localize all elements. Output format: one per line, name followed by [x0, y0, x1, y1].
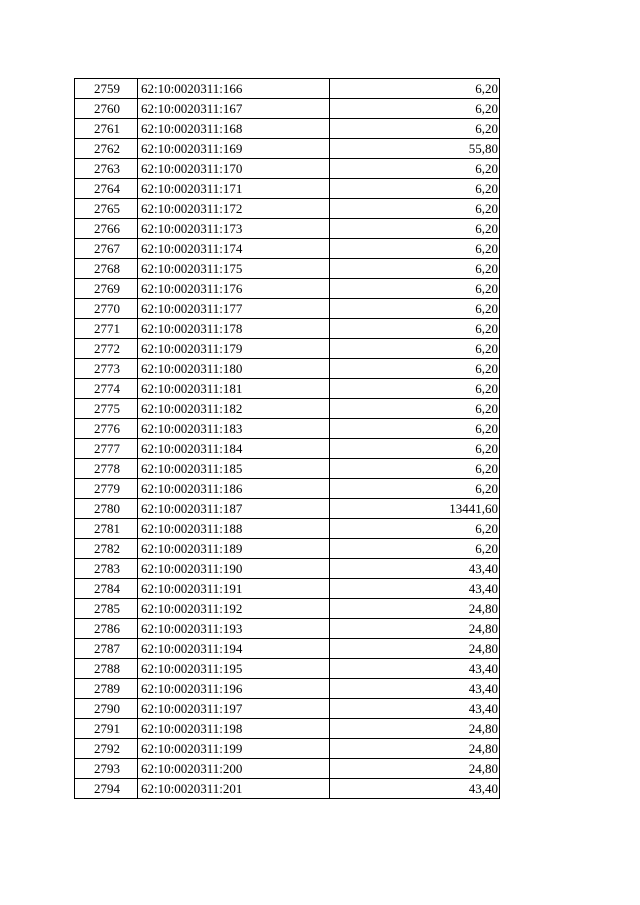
table-row	[75, 479, 500, 499]
table-row	[75, 559, 500, 579]
cadastral-number-cell: 62:10:0020311:195	[138, 659, 330, 679]
cadastral-number-cell: 62:10:0020311:198	[138, 719, 330, 739]
area-cell: 6,20	[330, 299, 500, 319]
row-number-cell: 2781	[75, 519, 138, 539]
table-row	[75, 699, 500, 719]
cadastral-number-cell: 62:10:0020311:199	[138, 739, 330, 759]
cadastral-number-cell: 62:10:0020311:193	[138, 619, 330, 639]
cadastral-number-cell: 62:10:0020311:185	[138, 459, 330, 479]
row-number-cell: 2760	[75, 99, 138, 119]
row-number-cell: 2774	[75, 379, 138, 399]
row-number-cell: 2773	[75, 359, 138, 379]
cadastral-number-cell: 62:10:0020311:182	[138, 399, 330, 419]
area-cell: 6,20	[330, 399, 500, 419]
table-row	[75, 719, 500, 739]
row-number-cell: 2766	[75, 219, 138, 239]
row-number-cell: 2762	[75, 139, 138, 159]
table-row	[75, 759, 500, 779]
table-row	[75, 219, 500, 239]
cadastral-number-cell: 62:10:0020311:188	[138, 519, 330, 539]
cadastral-number-cell: 62:10:0020311:187	[138, 499, 330, 519]
area-cell: 43,40	[330, 699, 500, 719]
cadastral-number-cell: 62:10:0020311:168	[138, 119, 330, 139]
row-number-cell: 2790	[75, 699, 138, 719]
area-cell: 24,80	[330, 719, 500, 739]
cadastral-number-cell: 62:10:0020311:201	[138, 779, 330, 799]
area-cell: 6,20	[330, 119, 500, 139]
row-number-cell: 2782	[75, 539, 138, 559]
table-row	[75, 319, 500, 339]
area-cell: 6,20	[330, 199, 500, 219]
row-number-cell: 2767	[75, 239, 138, 259]
area-cell: 6,20	[330, 259, 500, 279]
row-number-cell: 2763	[75, 159, 138, 179]
row-number-cell: 2771	[75, 319, 138, 339]
area-cell: 6,20	[330, 459, 500, 479]
table-row	[75, 519, 500, 539]
cadastral-number-cell: 62:10:0020311:183	[138, 419, 330, 439]
table-row	[75, 199, 500, 219]
row-number-cell: 2777	[75, 439, 138, 459]
table-row	[75, 119, 500, 139]
cadastral-number-cell: 62:10:0020311:190	[138, 559, 330, 579]
cadastral-number-cell: 62:10:0020311:192	[138, 599, 330, 619]
cadastral-number-cell: 62:10:0020311:170	[138, 159, 330, 179]
row-number-cell: 2769	[75, 279, 138, 299]
area-cell: 24,80	[330, 739, 500, 759]
area-cell: 24,80	[330, 639, 500, 659]
row-number-cell: 2768	[75, 259, 138, 279]
table-row	[75, 639, 500, 659]
table-row	[75, 659, 500, 679]
cadastral-number-cell: 62:10:0020311:184	[138, 439, 330, 459]
table-row	[75, 739, 500, 759]
table-row	[75, 139, 500, 159]
cadastral-number-cell: 62:10:0020311:194	[138, 639, 330, 659]
cadastral-number-cell: 62:10:0020311:166	[138, 79, 330, 99]
area-cell: 43,40	[330, 579, 500, 599]
table-row	[75, 599, 500, 619]
row-number-cell: 2780	[75, 499, 138, 519]
table-row	[75, 419, 500, 439]
area-cell: 6,20	[330, 359, 500, 379]
area-cell: 6,20	[330, 519, 500, 539]
cadastral-number-cell: 62:10:0020311:174	[138, 239, 330, 259]
table-row	[75, 439, 500, 459]
area-cell: 6,20	[330, 539, 500, 559]
area-cell: 24,80	[330, 619, 500, 639]
table-row	[75, 399, 500, 419]
row-number-cell: 2764	[75, 179, 138, 199]
cadastral-number-cell: 62:10:0020311:179	[138, 339, 330, 359]
area-cell: 6,20	[330, 79, 500, 99]
area-cell: 6,20	[330, 419, 500, 439]
cadastral-number-cell: 62:10:0020311:178	[138, 319, 330, 339]
cadastral-number-cell: 62:10:0020311:177	[138, 299, 330, 319]
area-cell: 55,80	[330, 139, 500, 159]
row-number-cell: 2784	[75, 579, 138, 599]
table-row	[75, 379, 500, 399]
table-row	[75, 259, 500, 279]
area-cell: 24,80	[330, 759, 500, 779]
cadastral-table	[74, 78, 500, 799]
area-cell: 6,20	[330, 279, 500, 299]
row-number-cell: 2793	[75, 759, 138, 779]
row-number-cell: 2776	[75, 419, 138, 439]
table-row	[75, 679, 500, 699]
area-cell: 43,40	[330, 659, 500, 679]
row-number-cell: 2789	[75, 679, 138, 699]
cadastral-number-cell: 62:10:0020311:167	[138, 99, 330, 119]
table-row	[75, 279, 500, 299]
table-row	[75, 339, 500, 359]
table-row	[75, 159, 500, 179]
row-number-cell: 2765	[75, 199, 138, 219]
cadastral-number-cell: 62:10:0020311:197	[138, 699, 330, 719]
area-cell: 13441,60	[330, 499, 500, 519]
cadastral-number-cell: 62:10:0020311:180	[138, 359, 330, 379]
area-cell: 24,80	[330, 599, 500, 619]
area-cell: 6,20	[330, 379, 500, 399]
row-number-cell: 2787	[75, 639, 138, 659]
area-cell: 6,20	[330, 159, 500, 179]
row-number-cell: 2785	[75, 599, 138, 619]
table-row	[75, 239, 500, 259]
cadastral-number-cell: 62:10:0020311:176	[138, 279, 330, 299]
area-cell: 6,20	[330, 339, 500, 359]
cadastral-number-cell: 62:10:0020311:191	[138, 579, 330, 599]
area-cell: 43,40	[330, 779, 500, 799]
area-cell: 6,20	[330, 179, 500, 199]
table-row	[75, 579, 500, 599]
row-number-cell: 2778	[75, 459, 138, 479]
table-row	[75, 619, 500, 639]
area-cell: 6,20	[330, 319, 500, 339]
row-number-cell: 2779	[75, 479, 138, 499]
row-number-cell: 2772	[75, 339, 138, 359]
row-number-cell: 2788	[75, 659, 138, 679]
table-row	[75, 79, 500, 99]
area-cell: 6,20	[330, 439, 500, 459]
table-row	[75, 459, 500, 479]
table-row	[75, 359, 500, 379]
cadastral-number-cell: 62:10:0020311:196	[138, 679, 330, 699]
row-number-cell: 2770	[75, 299, 138, 319]
table-row	[75, 539, 500, 559]
cadastral-number-cell: 62:10:0020311:181	[138, 379, 330, 399]
table-row	[75, 99, 500, 119]
cadastral-number-cell: 62:10:0020311:175	[138, 259, 330, 279]
row-number-cell: 2786	[75, 619, 138, 639]
area-cell: 6,20	[330, 219, 500, 239]
area-cell: 6,20	[330, 479, 500, 499]
row-number-cell: 2759	[75, 79, 138, 99]
row-number-cell: 2791	[75, 719, 138, 739]
table-row	[75, 499, 500, 519]
row-number-cell: 2794	[75, 779, 138, 799]
area-cell: 43,40	[330, 559, 500, 579]
table-body	[75, 79, 500, 799]
row-number-cell: 2761	[75, 119, 138, 139]
cadastral-number-cell: 62:10:0020311:171	[138, 179, 330, 199]
cadastral-number-cell: 62:10:0020311:189	[138, 539, 330, 559]
table-row	[75, 299, 500, 319]
cadastral-number-cell: 62:10:0020311:186	[138, 479, 330, 499]
area-cell: 6,20	[330, 99, 500, 119]
row-number-cell: 2775	[75, 399, 138, 419]
row-number-cell: 2783	[75, 559, 138, 579]
cadastral-number-cell: 62:10:0020311:172	[138, 199, 330, 219]
area-cell: 6,20	[330, 239, 500, 259]
area-cell: 43,40	[330, 679, 500, 699]
table-row	[75, 179, 500, 199]
row-number-cell: 2792	[75, 739, 138, 759]
cadastral-number-cell: 62:10:0020311:169	[138, 139, 330, 159]
cadastral-number-cell: 62:10:0020311:200	[138, 759, 330, 779]
cadastral-number-cell: 62:10:0020311:173	[138, 219, 330, 239]
table-row	[75, 779, 500, 799]
